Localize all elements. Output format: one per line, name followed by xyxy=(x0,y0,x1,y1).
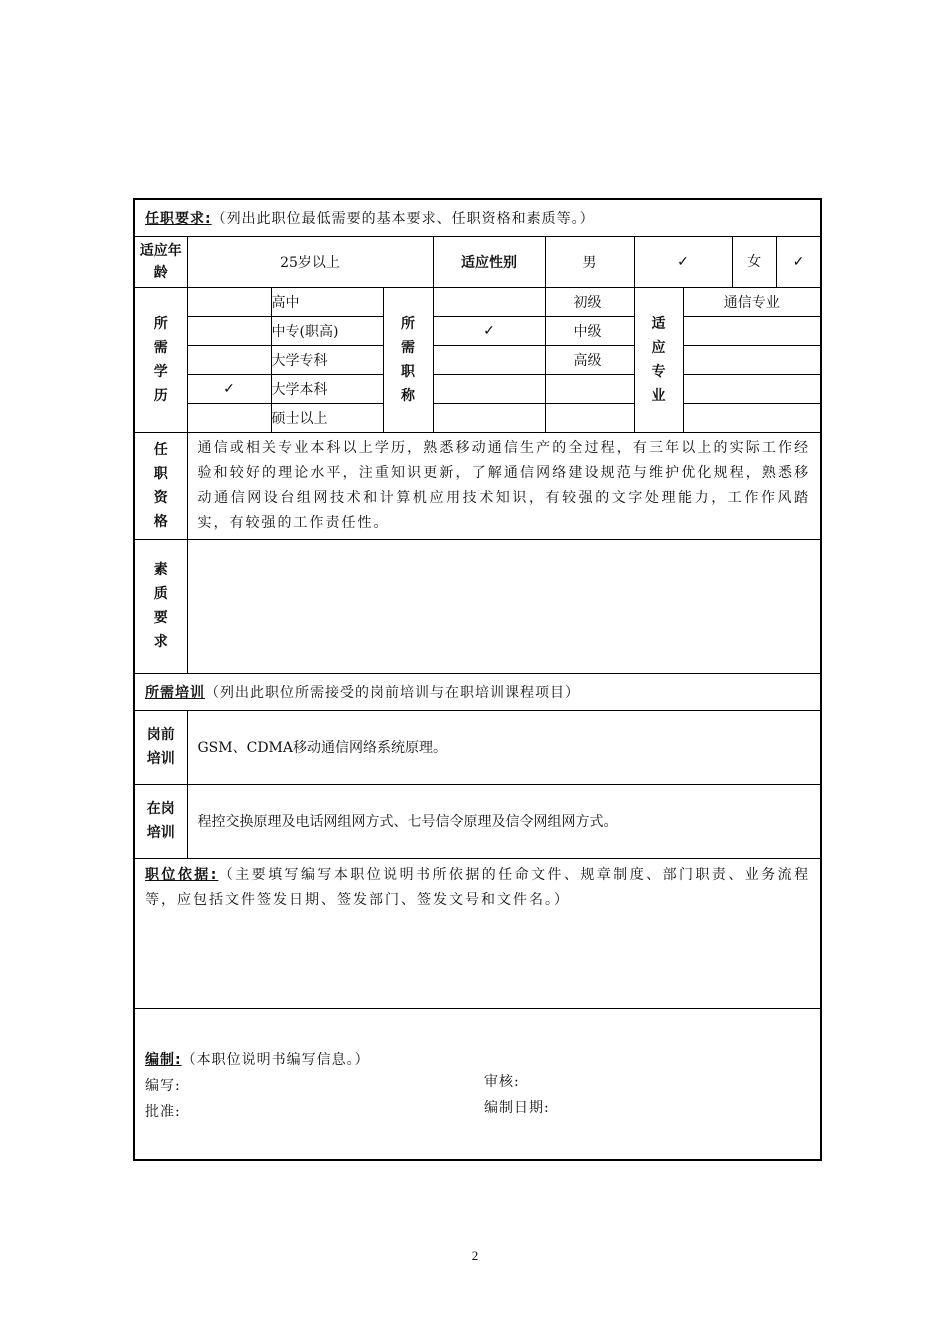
on-training-label: 在岗 培训 xyxy=(134,784,187,858)
title-level-2: 高级 xyxy=(545,345,634,374)
compile-title: 编制: xyxy=(145,1051,182,1068)
male-label: 男 xyxy=(545,236,634,287)
pre-training-label: 岗前 培训 xyxy=(134,710,187,784)
title-level-3 xyxy=(545,374,634,403)
date-label: 编制日期: xyxy=(484,1099,550,1116)
requirements-note: （列出此职位最低需要的基本要求、任职资格和素质等。） xyxy=(211,210,595,227)
training-note: （列出此职位所需接受的岗前培训与在职培训课程项目） xyxy=(205,684,580,701)
major-blank-2 xyxy=(683,345,821,374)
title-check-2 xyxy=(433,345,545,374)
edu-check-0 xyxy=(187,287,271,316)
title-level-4 xyxy=(545,403,634,432)
basis-section xyxy=(134,858,821,1008)
title-level-1: 中级 xyxy=(545,316,634,345)
major-value: 通信专业 xyxy=(683,287,821,316)
compile-note: （本职位说明书编写信息。） xyxy=(181,1051,370,1068)
title-check-4 xyxy=(433,403,545,432)
edu-level-2: 大学专科 xyxy=(271,345,383,374)
qualification-text: 通信或相关专业本科以上学历，熟悉移动通信生产的全过程，有三年以上的实际工作经验和较好的理论水平，注重知识更新，了解通信网络建设规范与维护优化规程，熟悉移动通信网设台组网技术和计算机应用技术知识，有较强的文字处理能力，工作作风踏实，有较强的工作责任性。 xyxy=(187,432,821,539)
title-check-1: ✓ xyxy=(433,316,545,345)
requirements-header xyxy=(134,199,821,236)
major-blank-3 xyxy=(683,374,821,403)
edu-level-1: 中专(职高) xyxy=(271,316,383,345)
approver-label: 批准: xyxy=(145,1103,181,1120)
gender-label: 适应性别 xyxy=(433,236,545,287)
training-title: 所需培训 xyxy=(145,684,205,701)
compile-section xyxy=(134,1008,821,1160)
female-label: 女 xyxy=(747,253,762,270)
requirements-title: 任职要求: xyxy=(145,210,212,227)
title-check-3 xyxy=(433,374,545,403)
qualification-label: 任 职 资 格 xyxy=(134,432,187,539)
major-label: 适 应 专 业 xyxy=(634,287,683,432)
female-check: ✓ xyxy=(776,237,820,287)
education-label: 所 需 学 历 xyxy=(134,287,187,432)
quality-text xyxy=(187,539,821,673)
title-check-0 xyxy=(433,287,545,316)
edu-level-4: 硕士以上 xyxy=(271,403,383,432)
training-header xyxy=(134,673,821,710)
female-cell xyxy=(732,236,821,287)
job-requirements-form xyxy=(133,198,822,1161)
age-label: 适应年龄 xyxy=(134,236,187,287)
on-training-text: 程控交换原理及电话网组网方式、七号信令原理及信令网组网方式。 xyxy=(187,784,821,858)
edu-check-3: ✓ xyxy=(187,374,271,403)
job-title-label: 所 需 职 称 xyxy=(383,287,433,432)
major-blank-4 xyxy=(683,403,821,432)
major-blank-1 xyxy=(683,316,821,345)
quality-label: 素 质 要 求 xyxy=(134,539,187,673)
edu-check-2 xyxy=(187,345,271,374)
male-check: ✓ xyxy=(634,236,732,287)
edu-check-1 xyxy=(187,316,271,345)
page-number: 2 xyxy=(471,1248,479,1263)
basis-title: 职位依据: xyxy=(145,866,219,883)
title-level-0: 初级 xyxy=(545,287,634,316)
reviewer-label: 审核: xyxy=(484,1073,520,1090)
edu-check-4 xyxy=(187,403,271,432)
writer-label: 编写: xyxy=(145,1077,181,1094)
pre-training-text: GSM、CDMA移动通信网络系统原理。 xyxy=(187,710,821,784)
basis-note: （主要填写编写本职位说明书所依据的任命文件、规章制度、部门职责、业务流程等，应包括文件签发日期、签发部门、签发文号和文件名。） xyxy=(145,866,811,908)
edu-level-3: 大学本科 xyxy=(271,374,383,403)
edu-level-0: 高中 xyxy=(271,287,383,316)
age-value: 25岁以上 xyxy=(187,236,433,287)
